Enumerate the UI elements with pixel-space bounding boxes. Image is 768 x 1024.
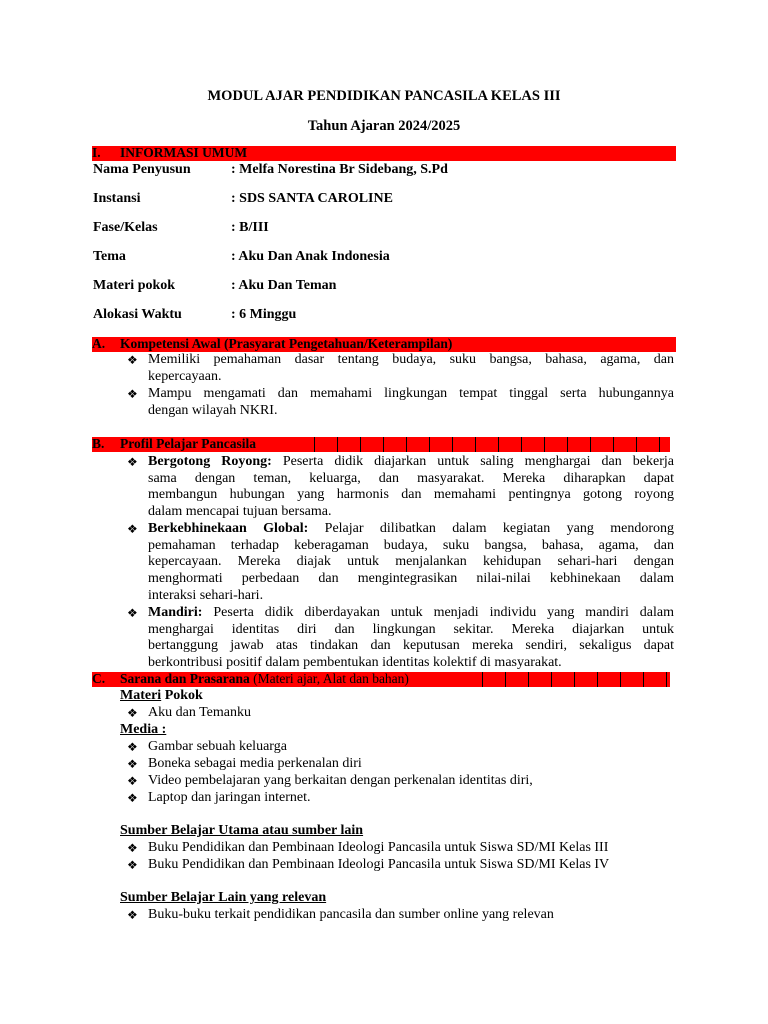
- materi-pokok-label: [120, 688, 203, 704]
- list-item: Video pembelajaran yang berkaitan dengan perkenalan identitas diri,: [148, 773, 533, 788]
- section-bar-kompetensi-awal: [92, 337, 676, 352]
- info-label-materi-pokok: Materi pokok: [93, 278, 176, 293]
- section-subtitle: (Materi ajar, Alat dan bahan): [253, 671, 409, 686]
- info-value-fase-kelas: : B/III: [231, 220, 269, 235]
- section-heading-informasi-umum: [92, 145, 247, 161]
- list-item-line: dengan wilayah NKRI.: [148, 402, 278, 418]
- section-letter: A.: [92, 336, 106, 351]
- diamond-bullet-icon: ❖: [127, 774, 138, 788]
- profil-text: Peserta didik diajarkan untuk saling menghargai dan bekerja: [282, 454, 674, 469]
- list-item-line: dalam mencapai tujuan bersama.: [148, 504, 332, 520]
- diamond-bullet-icon: ❖: [127, 606, 138, 620]
- diamond-bullet-icon: ❖: [127, 522, 138, 536]
- profil-term: Bergotong Royong:: [148, 454, 272, 469]
- list-item: Aku dan Temanku: [148, 705, 251, 720]
- diamond-bullet-icon: ❖: [127, 353, 138, 367]
- info-label-penyusun: Nama Penyusun: [93, 162, 191, 177]
- profil-term: Mandiri:: [148, 605, 203, 620]
- section-heading-profil-pelajar: [92, 436, 256, 452]
- list-item-line: kepercayaan.: [148, 368, 222, 384]
- diamond-bullet-icon: ❖: [127, 455, 138, 469]
- diamond-bullet-icon: ❖: [127, 757, 138, 771]
- info-label-tema: Tema: [93, 249, 126, 264]
- info-value-tema: : Aku Dan Anak Indonesia: [231, 249, 390, 264]
- info-label-alokasi-waktu: Alokasi Waktu: [93, 307, 182, 322]
- section-title: Sarana dan Prasarana: [120, 671, 250, 686]
- profil-text: Peserta didik diberdayakan untuk menjadi individu yang mandiri dalam: [213, 605, 674, 620]
- info-value-instansi: : SDS SANTA CAROLINE: [231, 191, 393, 206]
- section-heading-sarana-prasarana: [92, 671, 409, 687]
- list-item: Buku Pendidikan dan Pembinaan Ideologi Pancasila untuk Siswa SD/MI Kelas III: [148, 840, 609, 855]
- list-item: [148, 386, 674, 419]
- list-item-line: menghargai identitas diri dan lingkungan sekitar. Mereka diajarkan untuk: [148, 621, 674, 637]
- bar-ruling: [460, 672, 670, 687]
- list-item-line: sama dengan teman, keluarga, dan masyarakat. Mereka diharapkan dapat: [148, 470, 674, 486]
- section-letter: C.: [92, 671, 106, 686]
- diamond-bullet-icon: ❖: [127, 387, 138, 401]
- diamond-bullet-icon: ❖: [127, 858, 138, 872]
- sumber-utama-label: Sumber Belajar Utama atau sumber lain: [120, 823, 364, 838]
- info-label-instansi: Instansi: [93, 191, 141, 206]
- profil-text: Pelajar dilibatkan dalam kegiatan yang mendorong: [324, 521, 674, 536]
- info-label-fase-kelas: Fase/Kelas: [93, 220, 158, 235]
- section-heading-kompetensi-awal: [92, 336, 452, 352]
- list-item-line: berkontribusi positif dalam pembentukan identitas kolektif di masyarakat.: [148, 655, 562, 671]
- list-item-line: interaksi sehari-hari.: [148, 587, 264, 603]
- profil-term: Berkebhinekaan Global:: [148, 521, 309, 536]
- sumber-lain-label: Sumber Belajar Lain yang relevan: [120, 890, 327, 905]
- info-value-materi-pokok: : Aku Dan Teman: [231, 278, 337, 293]
- list-item-line: Memiliki pemahaman dasar tentang budaya, suku bangsa, bahasa, agama, dan: [148, 352, 674, 367]
- diamond-bullet-icon: ❖: [127, 791, 138, 805]
- section-bar-informasi-umum: [92, 146, 676, 161]
- info-value-penyusun: : Melfa Norestina Br Sidebang, S.Pd: [231, 162, 448, 177]
- diamond-bullet-icon: ❖: [127, 706, 138, 720]
- list-item-line: [148, 454, 674, 471]
- bar-ruling: [292, 437, 670, 452]
- section-bar-profil-pelajar: [92, 437, 670, 452]
- diamond-bullet-icon: ❖: [127, 908, 138, 922]
- materi-label-underlined: Materi: [120, 688, 162, 703]
- list-item: Laptop dan jaringan internet.: [148, 790, 311, 805]
- diamond-bullet-icon: ❖: [127, 740, 138, 754]
- media-label: Media :: [120, 722, 167, 737]
- list-item: Gambar sebuah keluarga: [148, 739, 287, 754]
- list-item: [148, 352, 674, 385]
- list-item-line: Mampu mengamati dan memahami lingkungan tempat tinggal serta hubungannya: [148, 386, 674, 401]
- section-letter: B.: [92, 436, 105, 451]
- list-item-line: membangun hubungan yang harmonis dan memahami pentingnya gotong royong: [148, 487, 674, 503]
- info-value-alokasi-waktu: : 6 Minggu: [231, 307, 297, 322]
- list-item: [148, 605, 674, 672]
- list-item-line: [148, 605, 674, 622]
- section-title: Kompetensi Awal (Prasyarat Pengetahuan/Keterampilan): [120, 336, 453, 351]
- academic-year: Tahun Ajaran 2024/2025: [307, 118, 461, 134]
- section-bar-sarana-prasarana: [92, 672, 670, 687]
- section-title: Profil Pelajar Pancasila: [120, 436, 256, 451]
- diamond-bullet-icon: ❖: [127, 841, 138, 855]
- list-item: Buku-buku terkait pendidikan pancasila dan sumber online yang relevan: [148, 907, 554, 922]
- list-item-line: bertanggung jawab atas tindakan dan keputusan mereka sendiri, sekaligus dapat: [148, 638, 674, 654]
- list-item-line: pemahaman terhadap keberagaman budaya, suku bangsa, bahasa, agama, dan: [148, 537, 674, 553]
- document-title: MODUL AJAR PENDIDIKAN PANCASILA KELAS III: [207, 88, 561, 104]
- list-item: Boneka sebagai media perkenalan diri: [148, 756, 362, 771]
- materi-label-rest: Pokok: [161, 688, 203, 703]
- list-item-line: [148, 521, 674, 538]
- section-number: I.: [92, 145, 101, 160]
- list-item-line: menghormati perbedaan dan mengintegrasikan nilai-nilai kebhinekaan dalam: [148, 571, 674, 587]
- list-item: [148, 454, 674, 521]
- list-item: [148, 521, 674, 605]
- list-item: Buku Pendidikan dan Pembinaan Ideologi Pancasila untuk Siswa SD/MI Kelas IV: [148, 857, 610, 872]
- section-title: INFORMASI UMUM: [120, 145, 248, 160]
- list-item-line: kepercayaan. Mereka diajak untuk menjalankan kehidupan sehari-hari dengan: [148, 554, 674, 570]
